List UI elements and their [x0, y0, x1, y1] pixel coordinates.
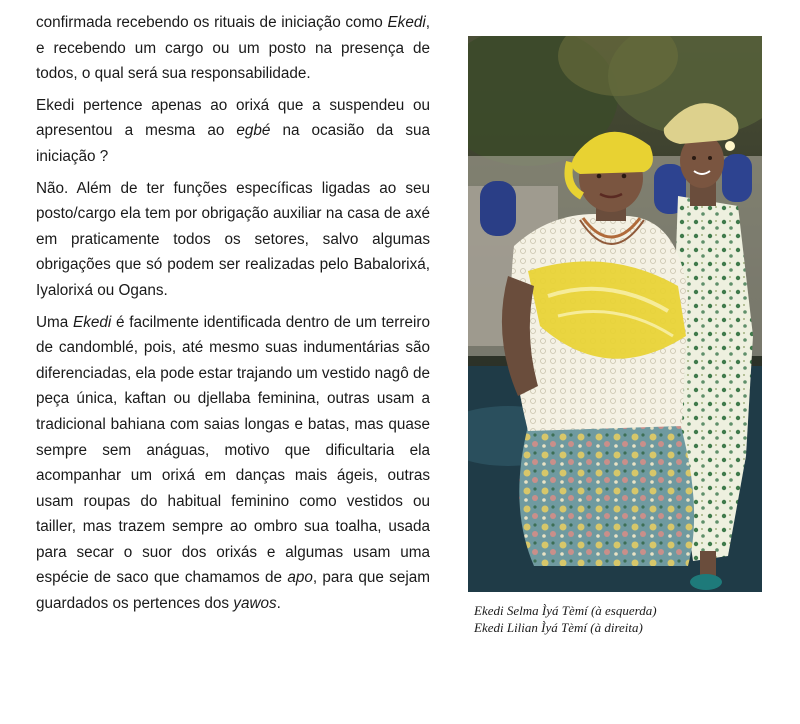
paragraph-4-text-mid2: , para que sejam guardados os pertences dos — [36, 569, 430, 613]
window — [480, 181, 516, 236]
emphasis-apo: apo — [287, 569, 313, 587]
paragraph-2 — [36, 93, 430, 170]
lamp — [725, 141, 735, 151]
photo-two-ekedis — [468, 36, 762, 592]
paragraph-4-text: Uma — [36, 313, 74, 331]
paragraph-1-text-end: , e recebendo um cargo ou um posto na presença de todos, o qual será sua responsabilidade. — [36, 14, 430, 83]
emphasis-egbe: egbé — [236, 122, 271, 140]
caption-line-1: Ekedi Selma Ìyá Tèmí (à esquerda) — [474, 603, 657, 618]
paragraph-2-text: Ekedi pertence apenas ao orixá que a suspendeu ou apresentou a mesma ao — [36, 96, 430, 140]
paragraph-4-text-end: . — [276, 595, 281, 613]
paragraph-4-text-mid: é facilmente identificada dentro de um terreiro de candomblé, pois, até mesmo suas indumentárias são diferenciadas, ela pode estar trajando um vestido nagô de peça única, kaftan ou djellaba feminina, outras usam a tradicional bahiana com saias longas e batas, mas quase sempre sem anáguas, motivo que dificultaria ela acompanhar um orixá em danças mais ágeis, outras usam roupas do habitual feminino como vestidos ou tailler, mas trazem sempre ao ombro sua toalha, usada para secar o suor dos orixás e algumas usam uma espécie de saco que chamamos de — [36, 313, 430, 587]
paragraph-2-text-end: na ocasião da sua iniciação ? — [36, 122, 431, 165]
caption-line-2: Ekedi Lilian Ìyá Tèmí (à direita) — [474, 620, 643, 635]
emphasis-ekedi: Ekedi — [73, 313, 112, 331]
photo-illustration — [468, 36, 762, 592]
paragraph-3 — [36, 176, 430, 304]
article-text — [36, 10, 430, 623]
paragraph-1 — [36, 10, 430, 87]
paragraph-3-text: Não. Além de ter funções específicas ligadas ao seu posto/cargo ela tem por obrigação auxiliar na casa de axé em praticamente todos os setores, salvo algumas obrigações que só podem ser realizadas pelo Babalorixá, Iyalorixá ou Ogans. — [36, 179, 430, 299]
paragraph-1-text: confirmada recebendo os rituais de iniciação como — [36, 14, 388, 31]
emphasis-yawos: yawos — [233, 595, 277, 613]
emphasis-ekedi: Ekedi — [387, 14, 426, 31]
window — [722, 154, 752, 202]
paragraph-4 — [36, 310, 430, 617]
photo-caption — [474, 602, 774, 636]
